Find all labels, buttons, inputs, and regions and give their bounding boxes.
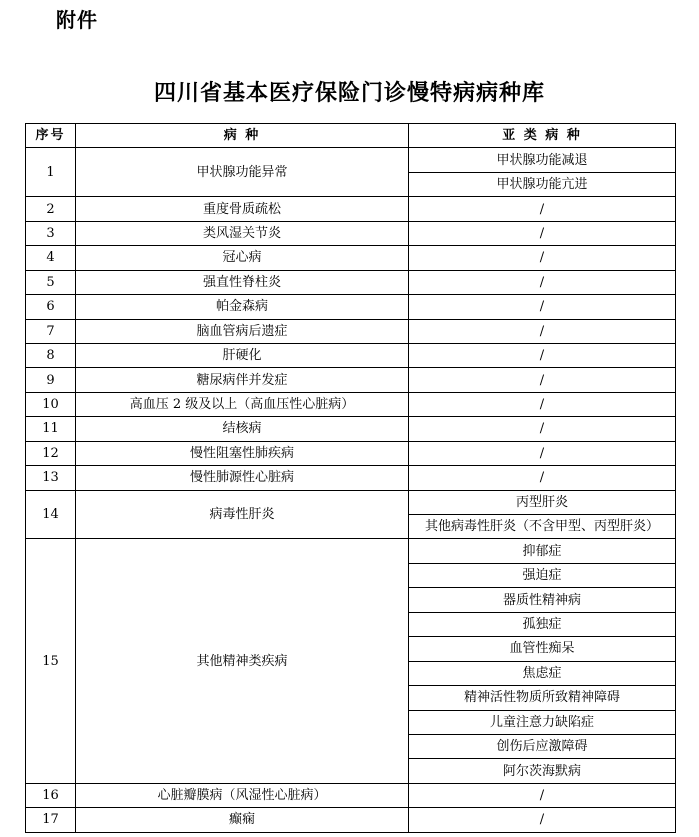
table-row <box>26 392 676 416</box>
row-number: 15 <box>26 539 76 783</box>
subtype-name: 创伤后应激障碍 <box>409 734 676 758</box>
row-number: 16 <box>26 783 76 807</box>
table-row <box>26 368 676 392</box>
table-row <box>26 417 676 441</box>
subtype-name: 甲状腺功能亢进 <box>409 172 676 196</box>
table-row <box>26 270 676 294</box>
table-row <box>26 295 676 319</box>
disease-name: 甲状腺功能异常 <box>76 148 409 197</box>
table-row <box>26 539 676 563</box>
subtype-name: 其他病毒性肝炎（不含甲型、丙型肝炎） <box>409 515 676 539</box>
header-no: 序号 <box>26 124 76 148</box>
row-number: 5 <box>26 270 76 294</box>
disease-name: 肝硬化 <box>76 343 409 367</box>
row-number: 7 <box>26 319 76 343</box>
table-row <box>26 197 676 221</box>
subtype-name: 精神活性物质所致精神障碍 <box>409 686 676 710</box>
disease-name: 帕金森病 <box>76 295 409 319</box>
row-number: 10 <box>26 392 76 416</box>
disease-table <box>25 123 676 833</box>
subtype-name: / <box>409 417 676 441</box>
disease-name: 病毒性肝炎 <box>76 490 409 539</box>
subtype-name: / <box>409 246 676 270</box>
row-number: 11 <box>26 417 76 441</box>
disease-name: 脑血管病后遗症 <box>76 319 409 343</box>
row-number: 1 <box>26 148 76 197</box>
row-number: 3 <box>26 221 76 245</box>
subtype-name: / <box>409 783 676 807</box>
subtype-name: / <box>409 343 676 367</box>
disease-name: 心脏瓣膜病（风湿性心脏病） <box>76 783 409 807</box>
subtype-name: / <box>409 197 676 221</box>
row-number: 4 <box>26 246 76 270</box>
disease-name: 其他精神类疾病 <box>76 539 409 783</box>
subtype-name: / <box>409 221 676 245</box>
table-row <box>26 466 676 490</box>
disease-name: 结核病 <box>76 417 409 441</box>
subtype-name: 血管性痴呆 <box>409 637 676 661</box>
table-row <box>26 441 676 465</box>
attachment-label: 附件 <box>56 8 98 32</box>
header-disease: 病 种 <box>76 124 409 148</box>
disease-name: 强直性脊柱炎 <box>76 270 409 294</box>
subtype-name: / <box>409 368 676 392</box>
subtype-name: 阿尔茨海默病 <box>409 759 676 783</box>
subtype-name: 焦虑症 <box>409 661 676 685</box>
table-row <box>26 783 676 807</box>
row-number: 6 <box>26 295 76 319</box>
subtype-name: 抑郁症 <box>409 539 676 563</box>
table-header-row <box>26 124 676 148</box>
disease-name: 慢性肺源性心脏病 <box>76 466 409 490</box>
subtype-name: / <box>409 270 676 294</box>
header-subtype: 亚 类 病 种 <box>409 124 676 148</box>
subtype-name: / <box>409 319 676 343</box>
disease-name: 高血压 2 级及以上（高血压性心脏病） <box>76 392 409 416</box>
row-number: 13 <box>26 466 76 490</box>
subtype-name: 强迫症 <box>409 563 676 587</box>
disease-name: 重度骨质疏松 <box>76 197 409 221</box>
subtype-name: / <box>409 392 676 416</box>
subtype-name: / <box>409 808 676 832</box>
row-number: 14 <box>26 490 76 539</box>
row-number: 8 <box>26 343 76 367</box>
subtype-name: 甲状腺功能减退 <box>409 148 676 172</box>
table-row <box>26 808 676 832</box>
disease-name: 类风湿关节炎 <box>76 221 409 245</box>
row-number: 17 <box>26 808 76 832</box>
table-row <box>26 221 676 245</box>
table-row <box>26 148 676 172</box>
subtype-name: / <box>409 466 676 490</box>
disease-name: 冠心病 <box>76 246 409 270</box>
subtype-name: 丙型肝炎 <box>409 490 676 514</box>
disease-name: 糖尿病伴并发症 <box>76 368 409 392</box>
row-number: 2 <box>26 197 76 221</box>
table-row <box>26 490 676 514</box>
subtype-name: 孤独症 <box>409 612 676 636</box>
table-row <box>26 319 676 343</box>
disease-name: 癫痫 <box>76 808 409 832</box>
subtype-name: / <box>409 441 676 465</box>
table-body <box>26 148 676 832</box>
subtype-name: 器质性精神病 <box>409 588 676 612</box>
page-title: 四川省基本医疗保险门诊慢特病病种库 <box>153 81 545 106</box>
subtype-name: 儿童注意力缺陷症 <box>409 710 676 734</box>
subtype-name: / <box>409 295 676 319</box>
row-number: 9 <box>26 368 76 392</box>
row-number: 12 <box>26 441 76 465</box>
table-row <box>26 246 676 270</box>
table-row <box>26 343 676 367</box>
disease-name: 慢性阻塞性肺疾病 <box>76 441 409 465</box>
